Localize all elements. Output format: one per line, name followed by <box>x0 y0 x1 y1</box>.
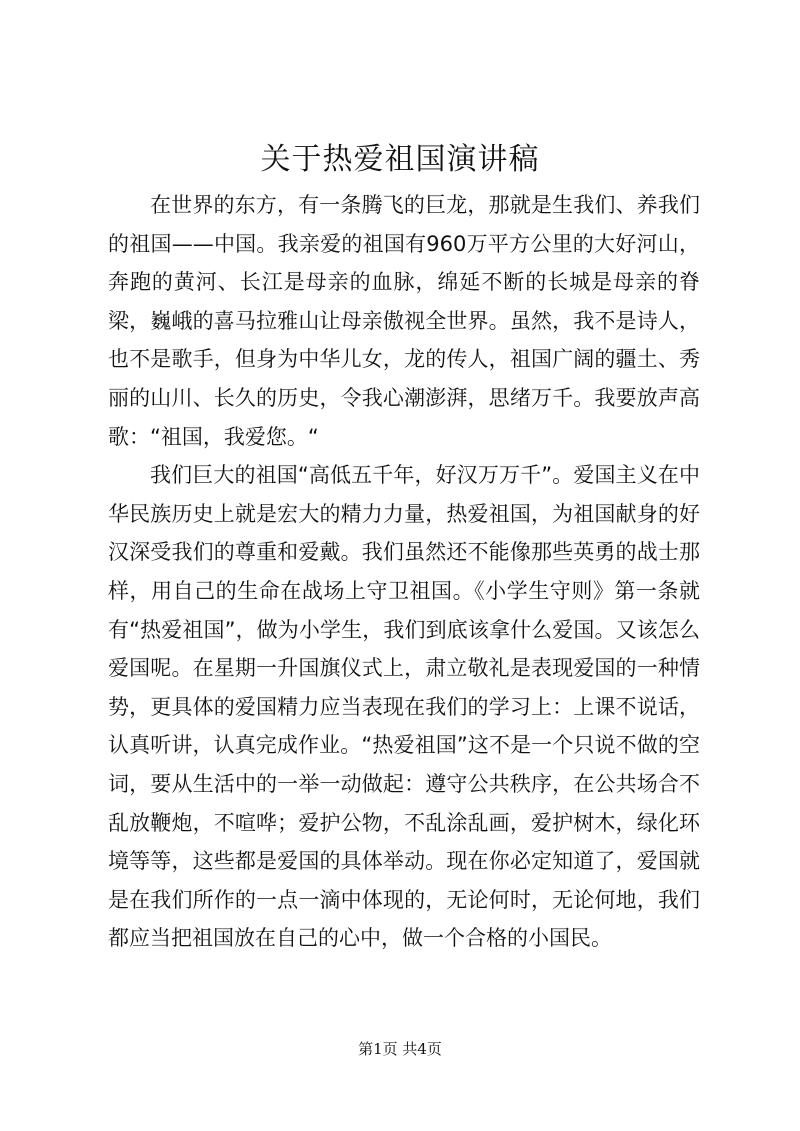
page-title: 关于热爱祖国演讲稿 <box>260 142 540 177</box>
paragraph-1: 在世界的东方，有一条腾飞的巨龙，那就是生我们、养我们的祖国——中国。我亲爱的祖国有960万平方公里的大好河山，奔跑的黄河、长江是母亲的血脉，绵延不断的长城是母亲的脊梁，巍峨的喜马拉雅山让母亲傲视全世界。虽然，我不是诗人，也不是歌手，但身为中华儿女，龙的传人，祖国广阔的疆土、秀丽的山川、长久的历史，令我心潮澎湃，思绪万千。我要放声高歌：“祖国，我爱您。“ <box>108 193 700 449</box>
paragraph-2: 我们巨大的祖国“高低五千年，好汉万万千”。爱国主义在中华民族历史上就是宏大的精力力量，热爱祖国，为祖国献身的好汉深受我们的尊重和爱戴。我们虽然还不能像那些英勇的战士那样，用自己的生命在战场上守卫祖国。《小学生守则》第一条就有“热爱祖国”，做为小学生，我们到底该拿什么爱国。又该怎么爱国呢。在星期一升国旗仪式上，肃立敬礼是表现爱国的一种情势，更具体的爱国精力应当表现在我们的学习上：上课不说话，认真听讲，认真完成作业。“热爱祖国”这不是一个只说不做的空词，要从生活中的一举一动做起：遵守公共秩序，在公共场合不乱放鞭炮，不喧哗；爱护公物，不乱涂乱画，爱护树木，绿化环境等等，这些都是爱国的具体举动。现在你必定知道了，爱国就是在我们所作的一点一滴中体现的，无论何时，无论何地，我们都应当把祖国放在自己的心中，做一个合格的小国民。 <box>108 463 700 951</box>
speech-body <box>108 186 700 958</box>
page-footer: 第1页 共4页 <box>358 1040 442 1058</box>
